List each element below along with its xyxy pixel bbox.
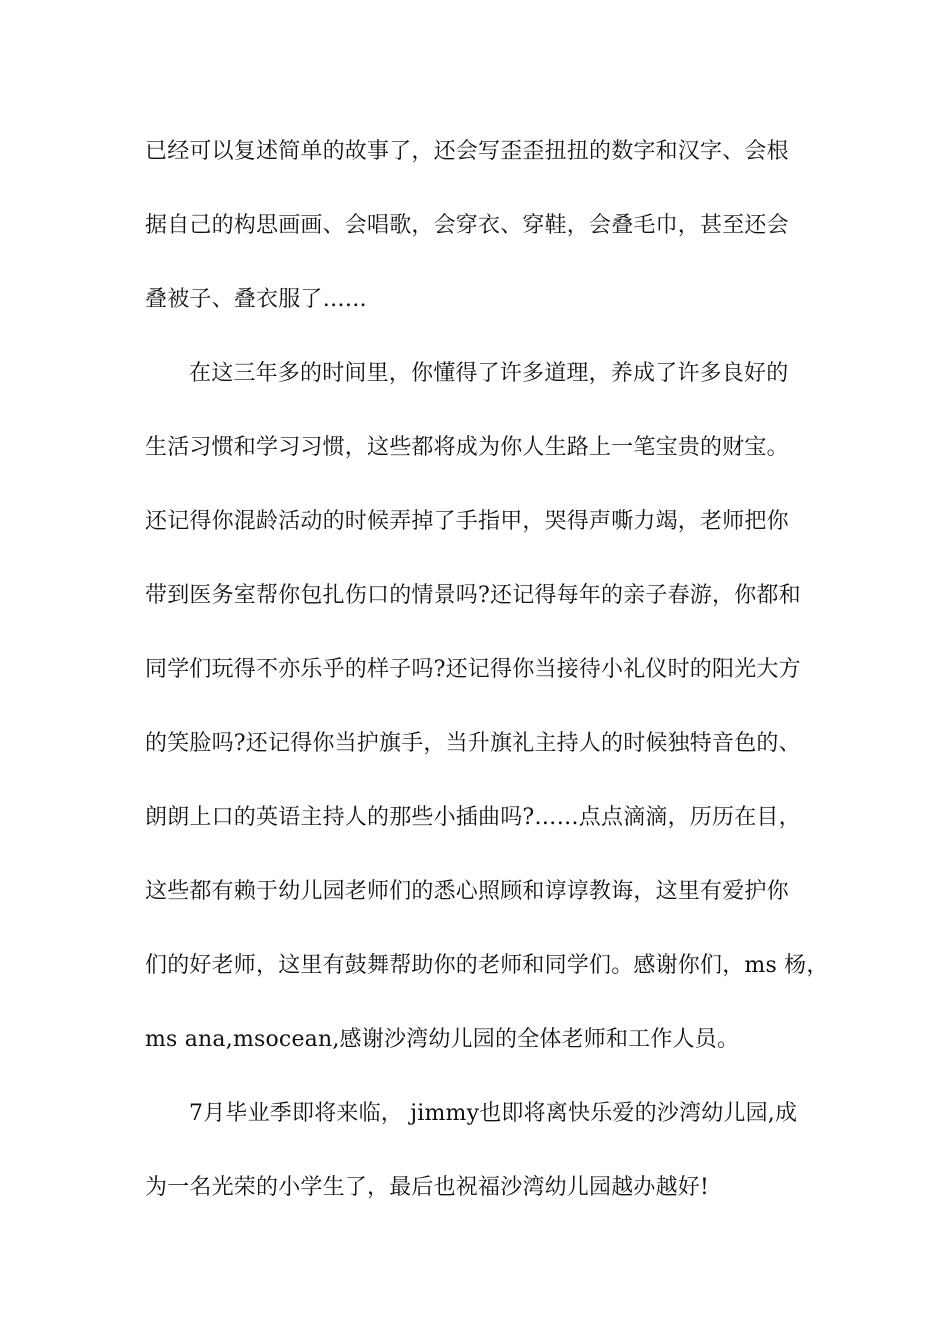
paragraph-line: 为一名光荣的小学生了，最后也祝福沙湾幼儿园越办越好! — [145, 1175, 710, 1200]
paragraph-line: 7月毕业季即将来临， jimmy也即将离快乐爱的沙湾幼儿园,成 — [189, 1101, 798, 1126]
paragraph-line: 在这三年多的时间里，你懂得了许多道理，养成了许多良好的 — [189, 361, 789, 386]
paragraph-line: 的笑脸吗?还记得你当护旗手，当升旗礼主持人的时候独特音色的、 — [145, 731, 801, 756]
paragraph-line: 这些都有赖于幼儿园老师们的悉心照顾和谆谆教诲，这里有爱护你 — [145, 879, 789, 904]
paragraph-line: 生活习惯和学习习惯，这些都将成为你人生路上一笔宝贵的财宝。 — [145, 435, 789, 460]
paragraph-line: 已经可以复述简单的故事了，还会写歪歪扭扭的数字和汉字、会根 — [145, 139, 789, 164]
paragraph-line: 朗朗上口的英语主持人的那些小插曲吗?……点点滴滴，历历在目， — [145, 805, 801, 830]
paragraph-line: 带到医务室帮你包扎伤口的情景吗?还记得每年的亲子春游，你都和 — [145, 583, 801, 608]
paragraph-line: 同学们玩得不亦乐乎的样子吗?还记得你当接待小礼仪时的阳光大方 — [145, 657, 801, 682]
paragraph-line: ms ana,msocean,感谢沙湾幼儿园的全体老师和工作人员。 — [145, 1027, 740, 1052]
paragraph-line: 还记得你混龄活动的时候弄掉了手指甲，哭得声嘶力竭，老师把你 — [145, 509, 789, 534]
paragraph-line: 们的好老师，这里有鼓舞帮助你的老师和同学们。感谢你们，ms 杨， — [145, 953, 829, 978]
paragraph-line: 据自己的构思画画、会唱歌，会穿衣、穿鞋，会叠毛巾，甚至还会 — [145, 213, 789, 238]
paragraph-line: 叠被子、叠衣服了…… — [145, 287, 368, 312]
